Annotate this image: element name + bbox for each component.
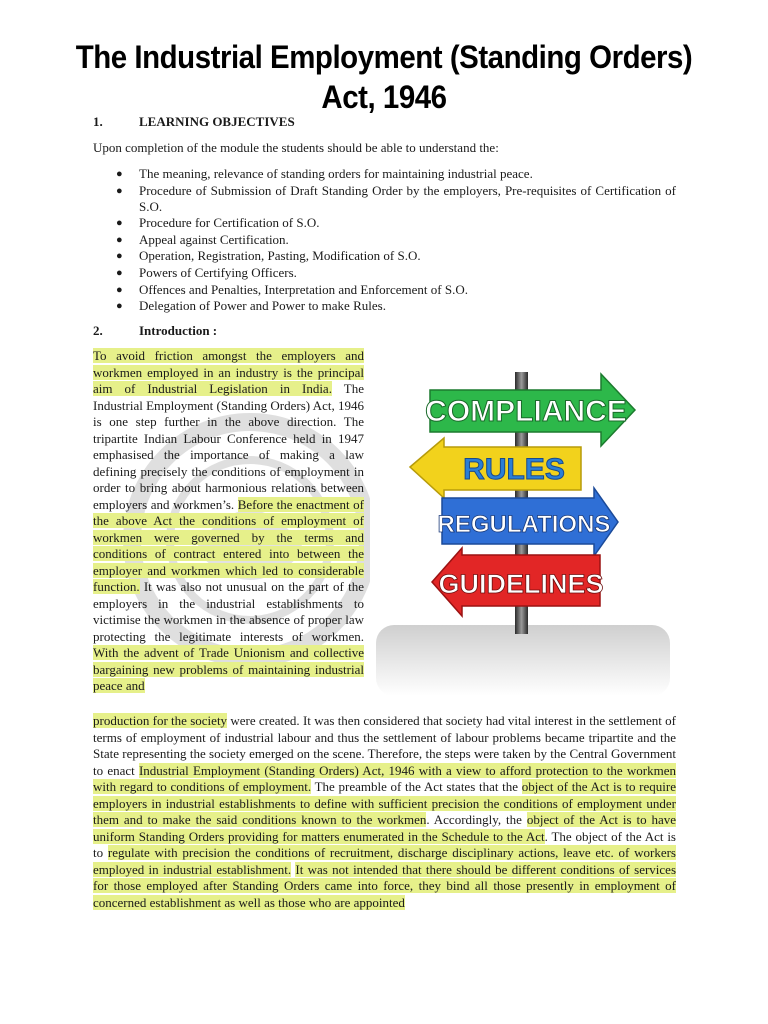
body-text: . Accordingly, the bbox=[426, 812, 527, 827]
document-title-line-2: Act, 1946 bbox=[321, 79, 447, 116]
objective-text: The meaning, relevance of standing orders for maintaining industrial peace. bbox=[139, 166, 533, 181]
regulations-sign-text: REGULATIONS bbox=[437, 511, 611, 538]
objective-item bbox=[93, 183, 676, 215]
objective-text: Delegation of Power and Power to make Rules. bbox=[139, 298, 386, 314]
objectives-lead: Upon completion of the module the students should be able to understand the: bbox=[93, 140, 499, 155]
objective-item bbox=[93, 166, 676, 182]
objective-text: Procedure for Certification of S.O. bbox=[139, 215, 320, 231]
objective-text: Operation, Registration, Pasting, Modification of S.O. bbox=[139, 248, 421, 264]
document-title bbox=[31, 37, 738, 117]
introduction-paragraph-full bbox=[93, 713, 676, 911]
highlighted-text: object of the Act is to have uniform Standing Orders providing for matters enumerated in the Schedule to the Act bbox=[93, 812, 676, 844]
section-2-heading bbox=[93, 323, 217, 339]
section-1-title: LEARNING OBJECTIVES bbox=[139, 114, 295, 129]
objective-text: Offences and Penalties, Interpretation and Enforcement of S.O. bbox=[139, 281, 468, 297]
document-title-line-1: The Industrial Employment (Standing Orders) bbox=[75, 39, 693, 76]
objective-item bbox=[93, 282, 676, 298]
objective-item bbox=[93, 265, 676, 281]
highlighted-text: With the advent of Trade Unionism and collective bargaining new problems of maintaining industrial peace and bbox=[93, 645, 364, 693]
highlighted-text: object of the Act is to require employers in industrial establishments to define with sufficient precision the conditions of employment under them and to make the said conditions known to the workmen bbox=[93, 779, 676, 827]
highlighted-text: regulate with precision the conditions of recruitment, discharge disciplinary actions, leave etc. of workers employed in industrial establishment. bbox=[93, 845, 676, 877]
bullet-icon: ● bbox=[116, 168, 123, 180]
bullet-icon: ● bbox=[116, 283, 123, 296]
bullet-icon: ● bbox=[116, 217, 123, 230]
bullet-icon: ● bbox=[116, 300, 123, 313]
body-text: It was also not unusual on the part of the employers in the industrial establishments to victimise the workmen in the absence of proper law protecting the legitimate interests of workmen. bbox=[93, 579, 364, 644]
objective-text: Procedure of Submission of Draft Standing Order by the employers, Pre-requisites of Certification of S.O. bbox=[139, 182, 676, 214]
compliance-sign-text: COMPLIANCE bbox=[425, 395, 627, 428]
highlighted-text: production for the society bbox=[93, 713, 228, 728]
compliance-signpost-image bbox=[376, 350, 670, 696]
section-2-number: 2. bbox=[93, 323, 103, 338]
objective-text: Appeal against Certification. bbox=[139, 231, 289, 247]
section-1-heading bbox=[93, 114, 295, 130]
body-text: . The object of the Act is to bbox=[93, 828, 676, 860]
introduction-paragraph-left bbox=[93, 348, 364, 695]
bullet-icon: ● bbox=[116, 266, 123, 279]
ground-shadow bbox=[376, 625, 670, 696]
section-2-title: Introduction : bbox=[139, 323, 218, 338]
body-text: were created. It was then considered that society had vital interest in the settlement of terms of employment of industrial labour and thus the settlement of labour problems became tripartite and the State representing the society emerged on the scene. Therefore, the steps were taken by the Central Government to enact bbox=[93, 713, 676, 778]
bullet-icon: ● bbox=[116, 184, 123, 197]
bullet-icon: ● bbox=[116, 250, 123, 263]
highlighted-text: It was not intended that there should be different conditions of services for those employed after Standing Orders came into force, they bind all those presently in employment of concerned establishment as well as those who are appointed bbox=[93, 861, 676, 910]
objective-item bbox=[93, 215, 676, 231]
objectives-list bbox=[93, 166, 676, 315]
objective-item bbox=[93, 248, 676, 264]
section-1-number: 1. bbox=[93, 114, 103, 129]
objective-item bbox=[93, 232, 676, 248]
highlighted-text: Before the enactment of the above Act the conditions of employment of workmen were governed by the terms and conditions of contract entered into between the employer and workmen which led to considerable function. bbox=[93, 496, 364, 594]
highlighted-text: To avoid friction amongst the employers and workmen employed in an industry is the principal aim of Industrial Legislation in India. bbox=[93, 348, 364, 396]
body-text: The preamble of the Act states that the bbox=[311, 779, 522, 794]
guidelines-sign-text: GUIDELINES bbox=[438, 569, 604, 599]
rules-sign-text: RULES bbox=[463, 453, 565, 486]
objective-item bbox=[93, 298, 676, 314]
bullet-icon: ● bbox=[116, 233, 123, 246]
objective-text: Powers of Certifying Officers. bbox=[139, 264, 297, 280]
highlighted-text: Industrial Employment (Standing Orders) Act, 1946 with a view to afford protection to the workmen with regard to conditions of employment. bbox=[93, 762, 676, 794]
body-text: The Industrial Employment (Standing Orders) Act, 1946 is one step further in the above direction. The tripartite Indian Labour Conference held in 1947 emphasised the importance of making a law defining precisely the conditions of employment in order to bring about harmonious relations between employers and workmen’s. bbox=[93, 381, 364, 512]
